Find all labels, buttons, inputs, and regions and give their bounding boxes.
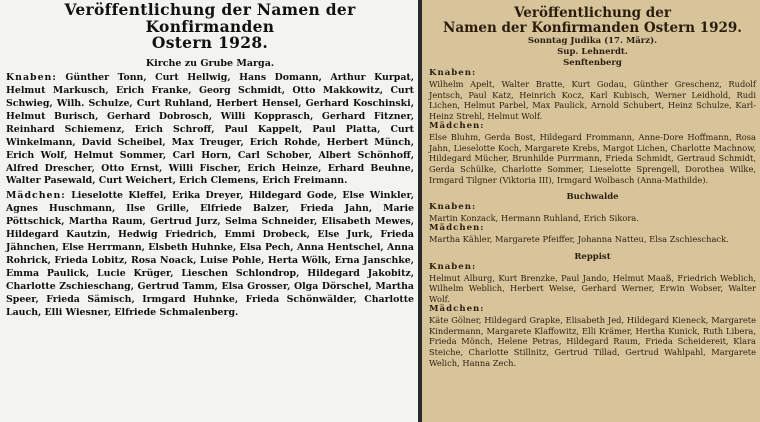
- pastor: Sup. Lehnerdt.: [557, 47, 628, 58]
- title-1929-line2: Namen der Konfirmanden Ostern 1929.: [443, 19, 742, 36]
- boys-names: Helmut Alburg, Kurt Brenzke, Paul Jando, Helmut Maaß, Friedrich Weblich, Wilhelm Weblich, Herbert Weise, Gerhard Werner, Erwin Wobser, Walter Wolf.: [429, 272, 756, 304]
- girls-names: Käte Gölner, Hildegard Grapke, Elisabeth Jed, Hildegard Kieneck, Margarete Kindermann, Margarete Klaffowitz, Elli Krämer, Hertha Kunick, Ruth Libera, Frieda Mönch, Helene Petras, Hildegard Raum, Frieda Scheidereit, Klara Steiche, Charlotte Stillnitz, Gertrud Tillad, Gertrud Wahlpahl, Margarete Welich, Hanna Zech.: [429, 315, 756, 368]
- clipping-1929: [422, 0, 760, 422]
- boys-list-senftenberg: [429, 68, 756, 121]
- boys-label: Knaben:: [429, 68, 477, 79]
- church-heading: Kirche zu Grube Marga.: [145, 58, 275, 70]
- boys-names: Martin Konzack, Hermann Ruhland, Erich Sikora.: [429, 212, 639, 223]
- boys-names: Wilhelm Apelt, Walter Bratte, Kurt Godau, Günther Greschenz, Rudolf Jentsch, Paul Katz, Heinrich Kocz, Karl Kubisch, Werner Leidhold, Rudi Lichen, Helmut Parbel, Max Paulick, Arnold Schubert, Heinz Schulze, Karl-Heinz Strehl, Helmut Wolf.: [429, 78, 756, 121]
- girls-list-1928: [6, 190, 414, 319]
- boys-list-buchwalde: [429, 202, 756, 223]
- title-1928-line1: Veröffentlichung der Namen der Konfirmanden: [64, 0, 356, 36]
- place-buchwalde: Buchwalde: [566, 192, 619, 203]
- boys-names: Günther Tonn, Curt Hellwig, Hans Domann, Arthur Kurpat, Helmut Markusch, Erich Franke, Georg Schmidt, Otto Makkowitz, Curt Schwieg, Wilh. Schulze, Curt Ruhland, Herbert Hensel, Gerhard Koschinski, Helmut Burisch, Gerhard Dobrosch, Willi Kopprasch, Gerhard Fitzner, Reinhard Schiemenz, Erich Schroff, Paul Kappelt, Paul Platta, Curt Winkelmann, David Scheibel, Max Treuger, Erich Rohde, Herbert Münch, Erich Wolf, Helmut Sommer, Carl Horn, Carl Schober, Albert Schönhoff, Alfred Drescher, Otto Ernst, Willi Fischer, Erich Heinze, Erhard Beuhne, Walter Pasewald, Curt Weichert, Erich Clemens, Erich Freimann.: [6, 72, 415, 187]
- boys-label: Knaben:: [6, 72, 57, 84]
- girls-label: Mädchen:: [429, 223, 485, 234]
- girls-list-reppist: [429, 304, 756, 368]
- boys-label: Knaben:: [429, 261, 477, 272]
- girls-list-buchwalde: [429, 223, 756, 244]
- boys-list-reppist: [429, 262, 756, 305]
- girls-names: Lieselotte Kleffel, Erika Dreyer, Hildegard Gode, Else Winkler, Agnes Huschmann, Ilse Grille, Elfriede Balzer, Frieda Jahn, Marie Pöttschick, Martha Raum, Gertrud Jurz, Selma Schneider, Elisabeth Mewes, Hildegard Kautzin, Hedwig Friedrich, Emmi Drobeck, Else Jurk, Frieda Jähnchen, Else Herrmann, Elsbeth Huhnke, Elsa Pech, Anna Hentschel, Anna Rohrick, Frieda Lobitz, Rosa Noack, Luise Pohle, Herta Wölk, Erna Janschke, Emma Paulick, Lucie Krüger, Lieschen Schlondrop, Hildegard Jakobitz, Charlotte Zschieschang, Gertrud Tamm, Elsa Grosser, Olga Dörschel, Martha Speer, Frieda Sämisch, Irmgard Huhnke, Frieda Schönwälder, Charlotte Lauch, Elli Wiesner, Elfriede Schmalenberg.: [6, 190, 415, 318]
- title-1929: [429, 6, 756, 35]
- girls-label: Mädchen:: [6, 190, 66, 202]
- girls-label: Mädchen:: [429, 121, 485, 132]
- place-reppist: Reppist: [574, 251, 611, 262]
- girls-names: Else Bluhm, Gerda Bost, Hildegard Frommann, Anne-Dore Hoffmann, Rosa Jahn, Lieselotte Koch, Margarete Krebs, Margot Lichen, Charlotte Machnow, Hildegard Mücher, Brunhilde Purrmann, Frieda Schmidt, Gertraud Schmidt, Gerda Schülke, Charlotte Sommer, Lieselotte Sprengell, Dorothea Wilke, Irmgard Tilgner (Viktoria III), Irmgard Wolbasch (Anna-Mathilde).: [429, 132, 756, 185]
- girls-list-senftenberg: [429, 121, 756, 185]
- title-1928-line2: Ostern 1928.: [151, 33, 269, 53]
- title-1929-line1: Veröffentlichung der: [514, 5, 671, 21]
- girls-label: Mädchen:: [429, 304, 485, 315]
- boys-label: Knaben:: [429, 202, 477, 213]
- place-senftenberg: Senftenberg: [563, 58, 622, 69]
- title-1928: [6, 2, 414, 52]
- boys-list-1928: [6, 72, 414, 188]
- service-date: Sonntag Judika (17. März).: [527, 36, 658, 47]
- girls-names: Martha Kähler, Margarete Pfeiffer, Johanna Natteu, Elsa Zschieschack.: [429, 234, 729, 245]
